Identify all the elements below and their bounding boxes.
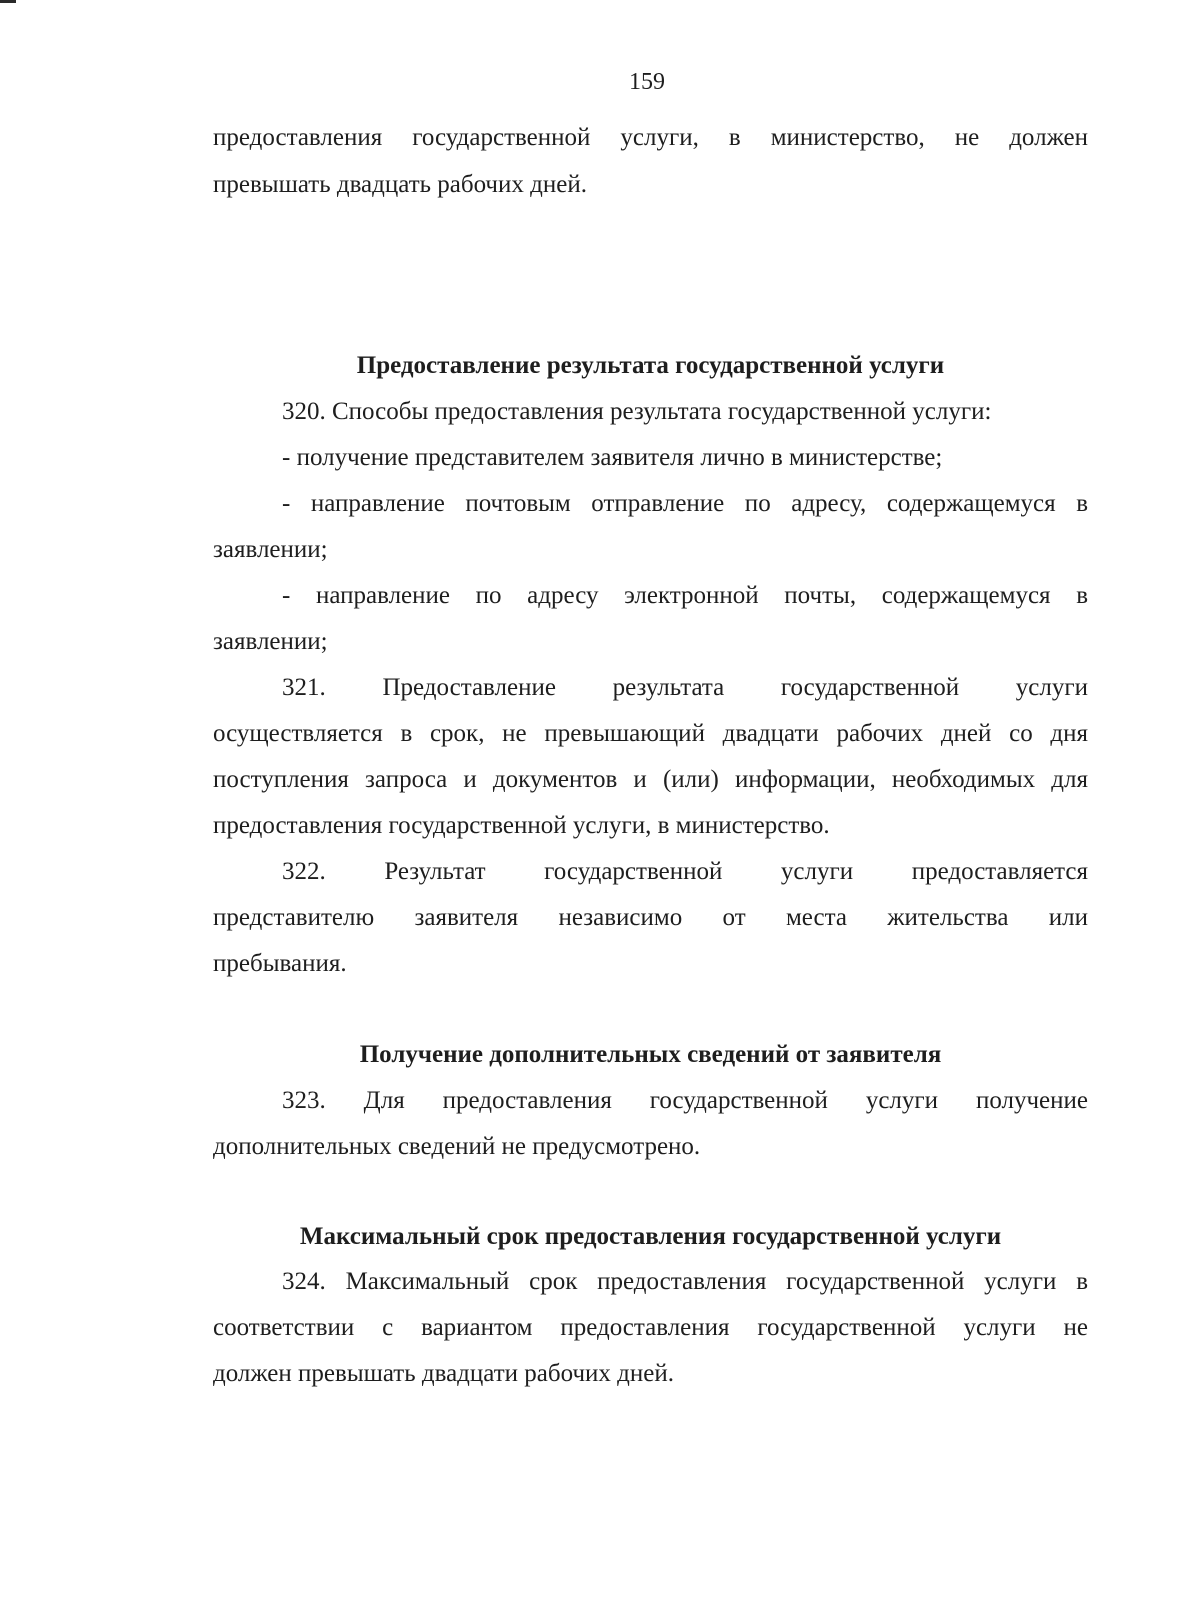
paragraph-324-line-1: 324. Максимальный срок предоставления государственной услуги в — [282, 1268, 1088, 1295]
paragraph-324-line-3: должен превышать двадцати рабочих дней. — [213, 1360, 674, 1387]
scan-corner-mark — [0, 0, 16, 3]
list-item-email-line-1: - направление по адресу электронной почты, содержащемуся в — [282, 582, 1088, 609]
paragraph-321-line-3: поступления запроса и документов и (или) информации, необходимых для — [213, 766, 1088, 793]
list-item-mail-line-2: заявлении; — [213, 536, 328, 563]
paragraph-322-line-3: пребывания. — [213, 950, 347, 977]
paragraph-321-line-4: предоставления государственной услуги, в министерство. — [213, 812, 830, 839]
section-heading-additional-info: Получение дополнительных сведений от заявителя — [359, 1041, 942, 1068]
paragraph-324-line-2: соответствии с вариантом предоставления государственной услуги не — [213, 1314, 1088, 1341]
paragraph-322-line-1: 322. Результат государственной услуги предоставляется — [282, 858, 1088, 885]
paragraph-320: 320. Способы предоставления результата государственной услуги: — [282, 398, 992, 425]
list-item-mail-line-1: - направление почтовым отправление по адресу, содержащемуся в — [282, 490, 1088, 517]
continuation-line-1: предоставления государственной услуги, в министерство, не должен — [213, 124, 1088, 151]
page-number: 159 — [629, 69, 665, 95]
list-item-personal: - получение представителем заявителя лично в министерстве; — [282, 444, 943, 471]
paragraph-323-line-1: 323. Для предоставления государственной услуги получение — [282, 1087, 1088, 1114]
section-heading-max-term: Максимальный срок предоставления государственной услуги — [299, 1223, 1002, 1250]
section-heading-result: Предоставление результата государственной услуги — [356, 352, 945, 379]
paragraph-321-line-2: осуществляется в срок, не превышающий двадцати рабочих дней со дня — [213, 720, 1088, 747]
continuation-line-2: превышать двадцать рабочих дней. — [213, 171, 587, 198]
paragraph-321-line-1: 321. Предоставление результата государственной услуги — [282, 674, 1088, 701]
paragraph-322-line-2: представителю заявителя независимо от места жительства или — [213, 904, 1088, 931]
list-item-email-line-2: заявлении; — [213, 628, 328, 655]
paragraph-323-line-2: дополнительных сведений не предусмотрено. — [213, 1133, 701, 1160]
